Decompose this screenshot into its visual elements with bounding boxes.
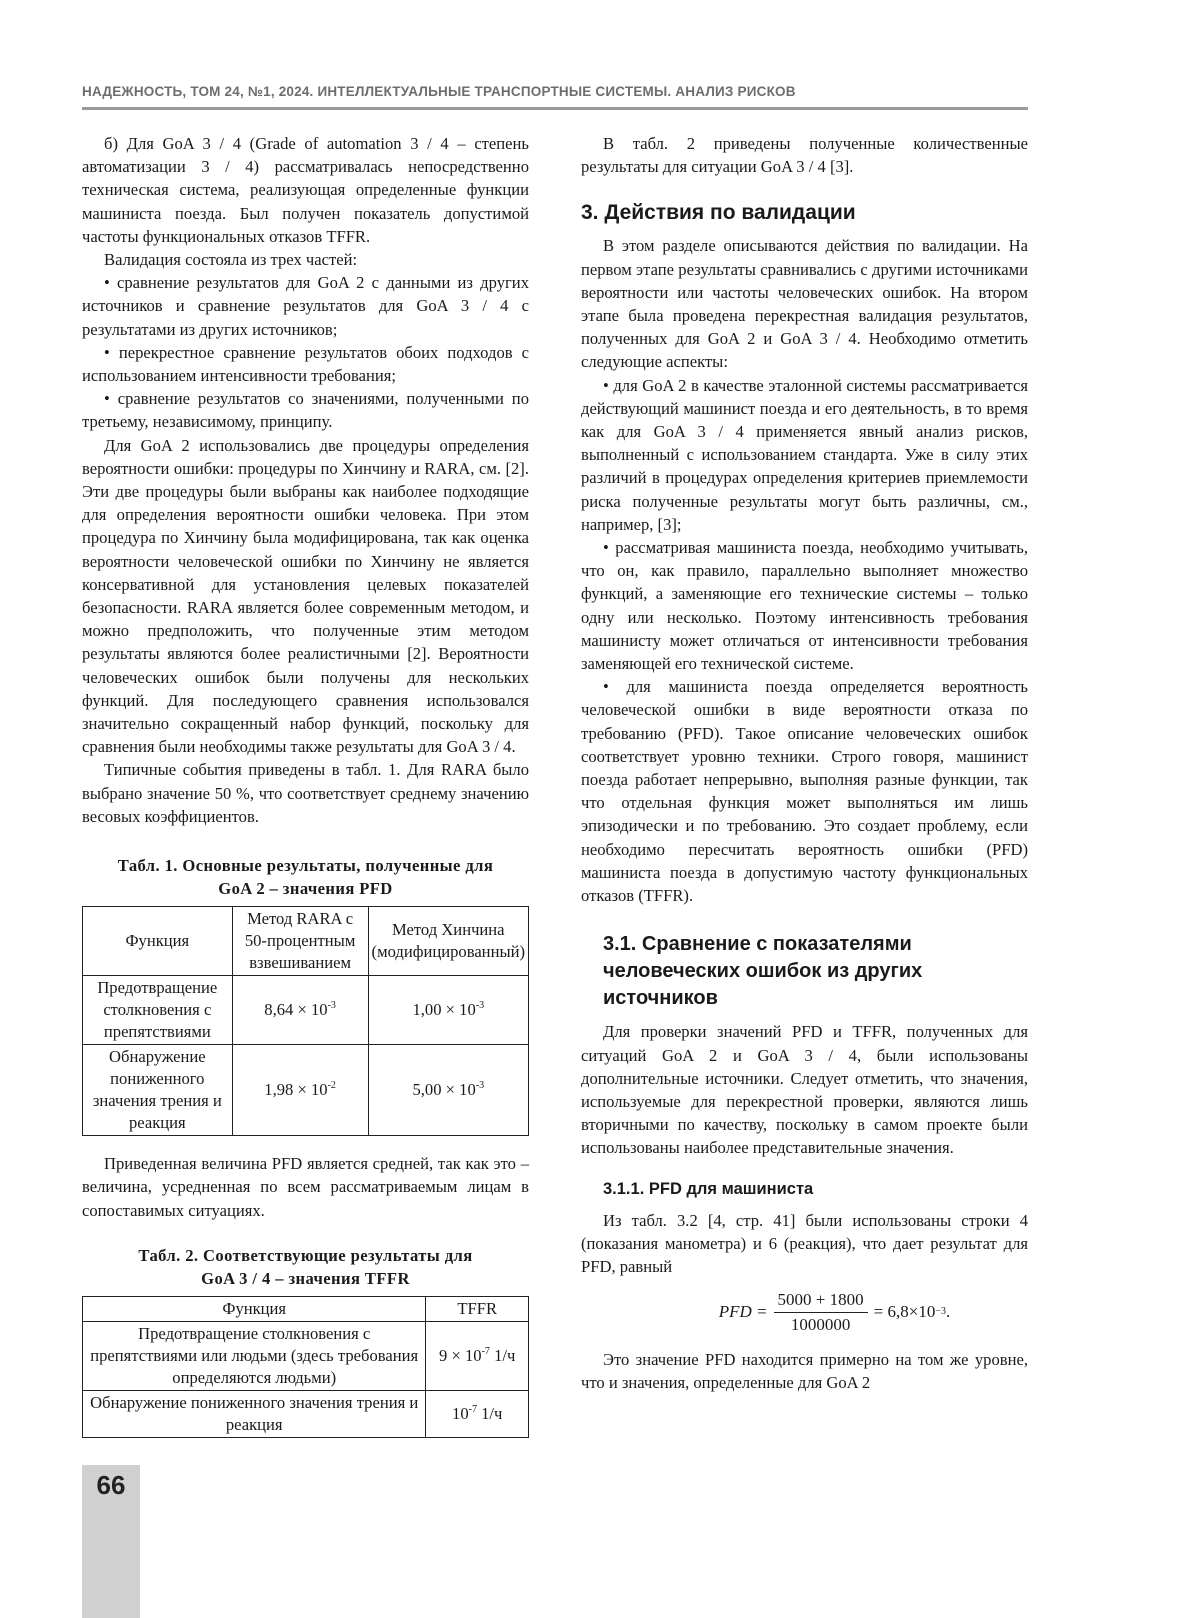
value: 5,00 × 10 bbox=[412, 1080, 475, 1099]
table2-caption bbox=[82, 1244, 529, 1290]
bullet-item: • перекрестное сравнение результатов обоих подходов с использованием интенсивности требования; bbox=[82, 341, 529, 387]
value: 1,00 × 10 bbox=[412, 1000, 475, 1019]
table-header-row bbox=[83, 907, 529, 976]
table-header-row bbox=[83, 1296, 529, 1321]
table1-caption bbox=[82, 854, 529, 900]
bullet-item: • для машиниста поезда определяется вероятность человеческой ошибки в виде вероятности отказа по требованию (PFD). Такое описание человеческих ошибок соответствует уровню техники. Строго говоря, машинист поезда работает непрерывно, выполняя разные функции, так что отдельная функция может выполняться им лишь эпизодически и по требованию. Это создает проблему, если необходимо пересчитать вероятность ошибки (PFD) машиниста поезда в допустимую частоту функциональных отказов (TFFR). bbox=[581, 675, 1028, 907]
formula-lhs: PFD = bbox=[719, 1300, 768, 1323]
exponent: -7 bbox=[469, 1404, 477, 1415]
paragraph: Для проверки значений PFD и TFFR, полученных для ситуаций GoA 2 и GoA 3 / 4, были использованы дополнительные источники. Следует отметить, что значения, используемые для перекрестной проверки, являются лишь вторичными по качеству, поскольку в самом проекте были использованы наиболее представительные значения. bbox=[581, 1020, 1028, 1159]
header-cell: TFFR bbox=[426, 1296, 529, 1321]
tffr-cell bbox=[426, 1321, 529, 1390]
caption-line: GoA 2 – значения PFD bbox=[82, 877, 529, 900]
caption-line: Табл. 2. Соответствующие результаты для bbox=[82, 1244, 529, 1267]
paragraph: Для GoA 2 использовались две процедуры определения вероятности ошибки: процедуры по Хинчину и RARA, см. [2]. Эти две процедуры были выбраны как наиболее подходящие для определения вероятности ошибки человека. При этом процедура по Хинчину была модифицирована, так как оценка вероятности человеческой ошибки по Хинчину не является консервативной для установления целевых показателей безопасности. RARA является более современным методом, и можно предположить, что полученные этим методом результаты являются более реалистичными [2]. Вероятности человеческих ошибок были получены для нескольких функций. Для последующего сравнения использовался значительно сокращенный набор функций, поскольку для сравнения были необходимы также результаты для GoA 3 / 4. bbox=[82, 434, 529, 759]
header-cell: Метод RARA с 50-процентным взвешиванием bbox=[232, 907, 368, 976]
header-rule bbox=[82, 107, 1028, 110]
unit: 1/ч bbox=[490, 1346, 515, 1365]
paragraph: В этом разделе описываются действия по валидации. На первом этапе результаты сравнивались с другими источниками вероятности или частоты человеческих ошибок. На втором этапе была проведена перекрестная валидация результатов, полученных для GoA 2 и GoA 3 / 4. Необходимо отметить следующие аспекты: bbox=[581, 234, 1028, 373]
subsubsection-heading: 3.1.1. PFD для машиниста bbox=[603, 1178, 1028, 1201]
exponent: -3 bbox=[328, 1000, 336, 1011]
value: 8,64 × 10 bbox=[264, 1000, 327, 1019]
exponent: -2 bbox=[328, 1080, 336, 1091]
table-row bbox=[83, 1321, 529, 1390]
subsection-heading: 3.1. Сравнение с показателями человеческих ошибок из других источников bbox=[603, 931, 1028, 1012]
denominator: 1000000 bbox=[791, 1313, 851, 1336]
bullet-item: • для GoA 2 в качестве эталонной системы рассматривается действующий машинист поезда и его деятельность, в то время как для GoA 3 / 4 применяется явный анализ рисков, выполненный с использованием стандарта. Уже в силу этих различий в процедурах определения критериев приемлемости риска полученные результаты могут быть различны, см., например, [3]; bbox=[581, 374, 1028, 536]
value: 9 × 10 bbox=[439, 1346, 482, 1365]
hinchin-cell bbox=[368, 1045, 528, 1136]
bullet-item: • рассматривая машиниста поезда, необходимо учитывать, что он, как правило, параллельно выполняет множество функций, а заменяющие его технические системы – только одну или несколько. Поэтому интенсивность требования машинисту может отличаться от интенсивности требования заменяющей его технической системе. bbox=[581, 536, 1028, 675]
header-cell: Функция bbox=[83, 907, 233, 976]
unit: 1/ч bbox=[477, 1404, 502, 1423]
paragraph: Это значение PFD находится примерно на том же уровне, что и значения, определенные для GoA 2 bbox=[581, 1348, 1028, 1394]
header-cell: Метод Хинчина (модифицированный) bbox=[368, 907, 528, 976]
table2 bbox=[82, 1296, 529, 1438]
table1 bbox=[82, 906, 529, 1136]
value: 10 bbox=[452, 1404, 469, 1423]
pfd-formula: PFD = 5000 + 1800 1000000 = 6,8×10 −3 . bbox=[641, 1288, 1028, 1335]
tffr-cell bbox=[426, 1390, 529, 1437]
formula-rhs: = 6,8×10 bbox=[874, 1300, 936, 1323]
table-row bbox=[83, 1045, 529, 1136]
paragraph: Типичные события приведены в табл. 1. Для RARA было выбрано значение 50 %, что соответствует среднему значению весовых коэффициентов. bbox=[82, 758, 529, 828]
paragraph: Из табл. 3.2 [4, стр. 41] были использованы строки 4 (показания манометра) и 6 (реакция), что дает результат для PFD, равный bbox=[581, 1209, 1028, 1279]
function-cell: Обнаружение пониженного значения трения и реакция bbox=[83, 1390, 426, 1437]
table-row bbox=[83, 976, 529, 1045]
paragraph: В табл. 2 приведены полученные количественные результаты для ситуации GoA 3 / 4 [3]. bbox=[581, 132, 1028, 178]
bullet-item: • сравнение результатов для GoA 2 с данными из других источников и сравнение результатов для GoA 3 / 4 с результатами из других источников; bbox=[82, 271, 529, 341]
exponent: -3 bbox=[476, 1080, 484, 1091]
caption-line: Табл. 1. Основные результаты, полученные для bbox=[82, 854, 529, 877]
function-cell: Предотвращение столкновения с препятствиями bbox=[83, 976, 233, 1045]
caption-line: GoA 3 / 4 – значения TFFR bbox=[82, 1267, 529, 1290]
formula-end: . bbox=[946, 1300, 950, 1323]
hinchin-cell bbox=[368, 976, 528, 1045]
fraction bbox=[774, 1288, 868, 1335]
exponent: -3 bbox=[476, 1000, 484, 1011]
running-header: НАДЕЖНОСТЬ, ТОМ 24, №1, 2024. ИНТЕЛЛЕКТУАЛЬНЫЕ ТРАНСПОРТНЫЕ СИСТЕМЫ. АНАЛИЗ РИСКОВ bbox=[82, 84, 1028, 99]
section-heading: 3. Действия по валидации bbox=[581, 200, 1028, 226]
right-column bbox=[581, 132, 1028, 1394]
table-row bbox=[83, 1390, 529, 1437]
left-column bbox=[82, 132, 529, 1438]
exponent: -7 bbox=[482, 1346, 490, 1357]
page-number: 66 bbox=[82, 1470, 140, 1501]
header-cell: Функция bbox=[83, 1296, 426, 1321]
document-page bbox=[0, 0, 1200, 1618]
bullet-item: • сравнение результатов со значениями, полученными по третьему, независимому, принципу. bbox=[82, 387, 529, 433]
function-cell: Предотвращение столкновения с препятствиями или людьми (здесь требования определяются людьми) bbox=[83, 1321, 426, 1390]
rara-cell bbox=[232, 976, 368, 1045]
numerator: 5000 + 1800 bbox=[774, 1288, 868, 1312]
function-cell: Обнаружение пониженного значения трения и реакция bbox=[83, 1045, 233, 1136]
rara-cell bbox=[232, 1045, 368, 1136]
value: 1,98 × 10 bbox=[264, 1080, 327, 1099]
paragraph: б) Для GoA 3 / 4 (Grade of automation 3 / 4 – степень автоматизации 3 / 4) рассматривалась непосредственно техническая система, реализующая определенные функции машиниста поезда. Был получен показатель допустимой частоты функциональных отказов TFFR. bbox=[82, 132, 529, 248]
paragraph: Валидация состояла из трех частей: bbox=[82, 248, 529, 271]
paragraph: Приведенная величина PFD является средней, так как это – величина, усредненная по всем рассматриваемым лицам в сопоставимых ситуациях. bbox=[82, 1152, 529, 1222]
